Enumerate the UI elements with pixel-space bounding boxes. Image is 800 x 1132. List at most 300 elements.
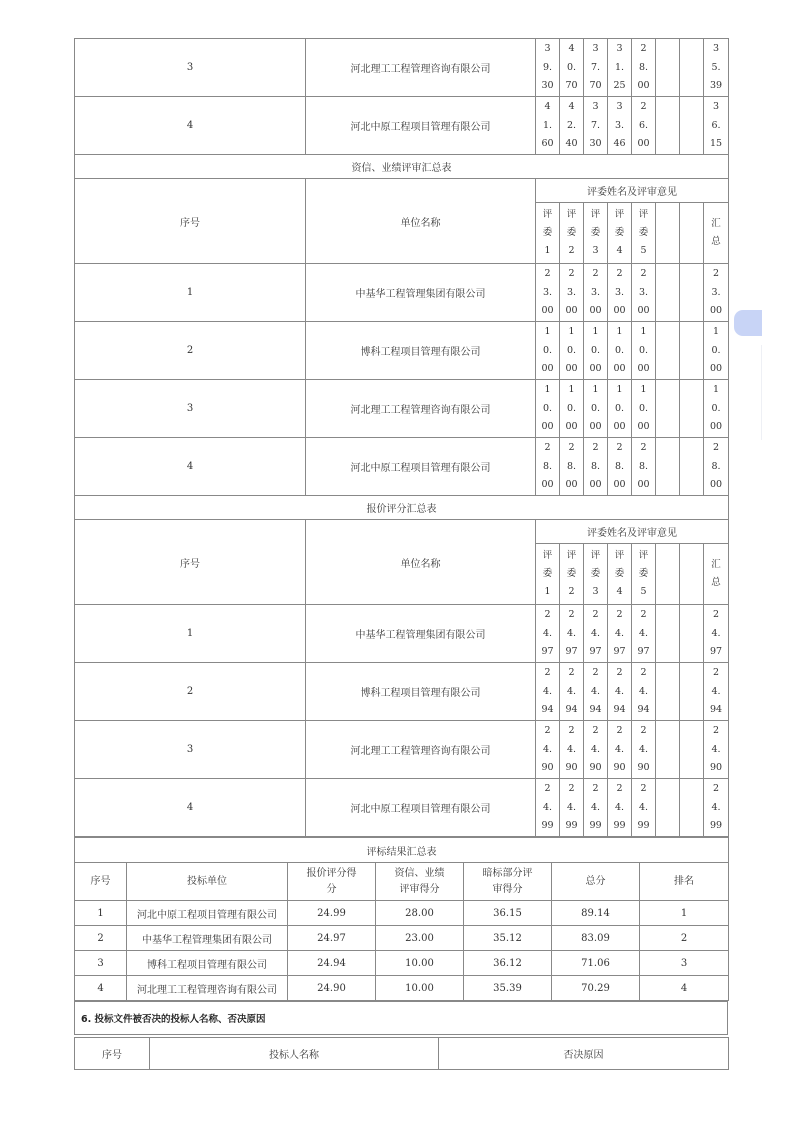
cell-text: 3. [614,286,625,298]
rejected-bidders-table [74,1037,729,1070]
header-judges-group: 评委姓名及评审意见 [536,520,729,544]
cell-text: 00 [589,479,602,491]
cell-text: 2 [616,667,623,679]
cell-text: 4. [614,743,625,755]
row-score [632,721,656,779]
row-score [560,438,584,496]
cell-text: 3 [616,101,623,113]
cell-text: 70 [589,80,602,92]
row-score [560,663,584,721]
cell-text: 评 [638,209,649,220]
table-row [75,264,729,322]
cell-text: 2 [568,586,575,597]
cell-text: 3 [544,43,551,55]
row-score [656,663,680,721]
header-unit-name: 单位名称 [306,179,536,264]
cell-text: 7. [590,61,601,73]
result-cell: 35.12 [464,926,552,951]
header-judge [656,544,680,605]
header-judge [584,544,608,605]
cell-text: 00 [565,305,578,317]
cell-text: 汇 [711,559,721,570]
cell-text: 总 [711,236,721,247]
cell-text: 2 [640,725,647,737]
row-score [536,97,560,155]
cell-text: 6. [711,119,721,131]
row-score [656,438,680,496]
cell-text: 1 [592,384,599,396]
row-score [680,779,704,837]
header-judge [608,544,632,605]
row-unit-name: 中基华工程管理集团有限公司 [306,264,536,322]
cell-text: 1 [544,326,551,338]
cell-text: 40 [565,138,578,150]
cell-text: 0. [590,402,601,414]
row-score [584,438,608,496]
cell-text: 0. [566,344,577,356]
cell-text: 5. [711,61,721,73]
cell-text: 90 [589,762,602,774]
cell-text: 00 [637,305,650,317]
cell-text: 3 [592,586,599,597]
cell-text: 90 [637,762,650,774]
cell-text: 2 [592,725,599,737]
table-row [75,380,729,438]
cell-text: 3 [592,245,599,256]
result-cell: 10.00 [376,976,464,1001]
cell-text: 00 [589,363,602,375]
row-seq: 4 [75,438,306,496]
result-cell: 70.29 [552,976,640,1001]
cell-text: 1. [614,61,625,73]
row-total [704,663,729,721]
cell-text: 4. [566,627,577,639]
row-score [584,721,608,779]
cell-text: 2 [640,268,647,280]
cell-text: 00 [613,363,626,375]
row-seq: 3 [75,721,306,779]
cell-text: 0. [566,61,577,73]
row-score [584,264,608,322]
cell-text: 1 [640,326,647,338]
cell-text: 2 [640,667,647,679]
row-seq: 2 [75,322,306,380]
row-score [536,264,560,322]
cell-text: 97 [565,646,578,658]
cell-text: 委 [590,227,601,238]
row-total [704,380,729,438]
result-header-cell: 暗标部分评审得分 [464,863,552,901]
row-score [584,380,608,438]
row-score [560,380,584,438]
cell-text: 0. [542,344,553,356]
cell-text: 00 [637,421,650,433]
cell-text: 4 [568,101,575,113]
result-cell: 23.00 [376,926,464,951]
cell-text: 2 [544,268,551,280]
cell-text: 4. [614,627,625,639]
row-score [560,97,584,155]
cell-text: 1 [544,245,551,256]
cell-text: 委 [638,568,649,579]
cell-text: 0. [614,344,625,356]
cell-text: 97 [613,646,626,658]
cell-text: 委 [542,568,553,579]
cell-text: 00 [541,305,554,317]
result-row [75,976,729,1001]
row-score [536,438,560,496]
cell-text: 2. [566,119,577,131]
result-cell: 71.06 [552,951,640,976]
result-header-cell: 总分 [552,863,640,901]
cell-text: 30 [541,80,554,92]
cell-text: 3. [542,286,553,298]
row-score [656,97,680,155]
cell-text: 4. [542,743,553,755]
row-score [680,39,704,97]
result-cell: 28.00 [376,901,464,926]
cell-text: 99 [541,820,554,832]
cell-text: 1 [544,384,551,396]
row-score [680,721,704,779]
cell-text: 1 [568,384,575,396]
cell-text: 4 [616,586,623,597]
cell-text: 00 [589,305,602,317]
cell-text: 00 [613,479,626,491]
cell-text: 97 [637,646,650,658]
result-cell: 35.39 [464,976,552,1001]
row-score [536,322,560,380]
cell-text: 4. [614,801,625,813]
cell-text: 2 [640,609,647,621]
row-score [656,605,680,663]
row-score [560,322,584,380]
cell-text: 2 [616,609,623,621]
cell-text: 60 [541,138,554,150]
score-tables [74,38,729,837]
row-unit-name: 中基华工程管理集团有限公司 [306,605,536,663]
cell-text: 99 [613,820,626,832]
cell-text: 3. [638,286,649,298]
cell-text: 1 [544,586,551,597]
result-cell: 10.00 [376,951,464,976]
cell-text: 2 [592,667,599,679]
row-score [632,779,656,837]
result-cell: 24.99 [288,901,376,926]
cell-text: 7. [590,119,601,131]
row-total [704,779,729,837]
result-cell: 河北中原工程项目管理有限公司 [127,901,288,926]
header-judge [632,544,656,605]
cell-text: 2 [640,101,647,113]
row-score [608,721,632,779]
cell-text: 1 [712,384,720,396]
row-score [608,605,632,663]
side-panel-tab[interactable] [734,310,762,336]
table-caption: 资信、业绩评审汇总表 [75,155,729,179]
cell-text: 2 [592,442,599,454]
header-judge [656,203,680,264]
result-cell: 3 [640,951,729,976]
row-score [632,663,656,721]
cell-text: 94 [589,704,602,716]
cell-text: 3 [592,101,599,113]
result-cell: 36.15 [464,901,552,926]
row-score [560,721,584,779]
cell-text: 90 [613,762,626,774]
result-header-cell: 排名 [640,863,729,901]
cell-text: 委 [614,227,625,238]
row-score [656,380,680,438]
cell-text: 2 [544,725,551,737]
cell-text: 94 [565,704,578,716]
cell-text: 2 [592,783,599,795]
table-caption-row [75,496,729,520]
cell-text: 3 [712,101,720,113]
cell-text: 4. [542,627,553,639]
cell-text: 00 [541,479,554,491]
cell-text: 1 [616,384,623,396]
cell-text: 4. [711,627,721,639]
header-judge [560,203,584,264]
cell-text: 4. [542,801,553,813]
row-score [608,779,632,837]
row-unit-name: 河北理工工程管理咨询有限公司 [306,39,536,97]
row-score [560,39,584,97]
cell-text: 99 [637,820,650,832]
cell-text: 39 [709,80,723,92]
cell-text: 0. [711,402,721,414]
cell-text: 4. [638,627,649,639]
result-header-row [75,863,729,901]
header-unit-name: 单位名称 [306,520,536,605]
table-row [75,39,729,97]
result-row [75,926,729,951]
cell-text: 94 [709,704,723,716]
result-header-cell: 投标单位 [127,863,288,901]
cell-text: 2 [544,609,551,621]
cell-text: 00 [589,421,602,433]
row-score [632,605,656,663]
row-seq: 1 [75,605,306,663]
cell-text: 4. [590,801,601,813]
header-total [704,544,729,605]
cell-text: 3. [590,286,601,298]
cell-text: 90 [709,762,723,774]
row-unit-name: 河北中原工程项目管理有限公司 [306,438,536,496]
cell-text: 70 [565,80,578,92]
header-total [704,203,729,264]
row-score [632,322,656,380]
cell-text: 4. [566,743,577,755]
cell-text: 委 [566,568,577,579]
cell-text: 4. [711,743,721,755]
result-cell: 1 [75,901,127,926]
header-judges-group: 评委姓名及评审意见 [536,179,729,203]
document-page [74,38,728,1070]
row-total [704,721,729,779]
cell-text: 4. [711,685,721,697]
header-judge [536,544,560,605]
table-row [75,779,729,837]
result-cell: 河北理工工程管理咨询有限公司 [127,976,288,1001]
result-cell: 24.97 [288,926,376,951]
row-score [608,663,632,721]
cell-text: 6. [638,119,649,131]
row-score [680,663,704,721]
cell-text: 94 [613,704,626,716]
cell-text: 4 [616,245,623,256]
row-score [608,380,632,438]
result-cell: 89.14 [552,901,640,926]
cell-text: 0. [638,402,649,414]
cell-text: 1 [568,326,575,338]
cell-text: 2 [616,442,623,454]
row-total [704,264,729,322]
row-score [656,264,680,322]
row-total [704,39,729,97]
cell-text: 2 [568,667,575,679]
result-header-cell: 序号 [75,863,127,901]
cell-text: 15 [709,138,723,150]
result-cell: 3 [75,951,127,976]
cell-text: 00 [565,479,578,491]
result-cell: 2 [640,926,729,951]
header-reason: 否决原因 [439,1038,729,1070]
cell-text: 90 [565,762,578,774]
header-row [75,520,729,544]
cell-text: 3 [616,43,623,55]
cell-text: 2 [712,783,720,795]
cell-text: 00 [709,479,723,491]
cell-text: 9. [542,61,553,73]
header-seq: 序号 [75,179,306,264]
row-score [632,380,656,438]
cell-text: 4. [638,801,649,813]
cell-text: 00 [637,138,650,150]
header-seq: 序号 [75,520,306,605]
header-judge [536,203,560,264]
cell-text: 2 [568,245,575,256]
row-seq: 3 [75,380,306,438]
row-score [584,605,608,663]
result-cell: 83.09 [552,926,640,951]
cell-text: 4. [542,685,553,697]
cell-text: 30 [589,138,602,150]
row-seq: 4 [75,97,306,155]
row-score [584,663,608,721]
result-cell: 4 [75,976,127,1001]
row-score [608,322,632,380]
cell-text: 0. [566,402,577,414]
cell-text: 2 [616,725,623,737]
cell-text: 00 [637,363,650,375]
cell-text: 00 [613,305,626,317]
cell-text: 2 [640,442,647,454]
cell-text: 2 [640,783,647,795]
cell-text: 3. [614,119,625,131]
header-judge [680,203,704,264]
result-cell: 4 [640,976,729,1001]
cell-text: 00 [565,363,578,375]
cell-text: 00 [613,421,626,433]
cell-text: 2 [568,725,575,737]
cell-text: 4. [590,627,601,639]
row-score [584,97,608,155]
cell-text: 00 [637,479,650,491]
table-row [75,663,729,721]
row-score [608,97,632,155]
cell-text: 2 [616,268,623,280]
cell-text: 99 [709,820,723,832]
cell-text: 4. [638,743,649,755]
table-caption: 报价评分汇总表 [75,496,729,520]
cell-text: 5 [640,245,647,256]
cell-text: 0. [711,344,721,356]
cell-text: 评 [614,209,625,220]
result-cell: 2 [75,926,127,951]
side-scrollbar[interactable] [761,345,762,440]
cell-text: 00 [709,305,723,317]
cell-text: 2 [712,667,720,679]
row-score [608,39,632,97]
cell-text: 90 [541,762,554,774]
cell-text: 4. [614,685,625,697]
cell-text: 2 [712,442,720,454]
cell-text: 94 [637,704,650,716]
cell-text: 00 [709,363,723,375]
result-cell: 1 [640,901,729,926]
cell-text: 00 [541,421,554,433]
row-score [560,605,584,663]
row-unit-name: 博科工程项目管理有限公司 [306,663,536,721]
result-summary-table [74,837,729,1001]
row-total [704,322,729,380]
cell-text: 总 [711,577,721,588]
result-cell: 36.12 [464,951,552,976]
result-cell: 博科工程项目管理有限公司 [127,951,288,976]
cell-text: 评 [542,550,553,561]
row-score [608,264,632,322]
result-header-cell: 资信、业绩评审得分 [376,863,464,901]
table-row [75,605,729,663]
cell-text: 4. [711,801,721,813]
result-row [75,901,729,926]
cell-text: 2 [640,43,647,55]
cell-text: 评 [566,209,577,220]
cell-text: 2 [592,268,599,280]
result-cell: 中基华工程管理集团有限公司 [127,926,288,951]
cell-text: 4. [566,801,577,813]
row-seq: 2 [75,663,306,721]
row-unit-name: 河北理工工程管理咨询有限公司 [306,721,536,779]
header-seq: 序号 [75,1038,150,1070]
cell-text: 00 [541,363,554,375]
row-score [680,264,704,322]
cell-text: 00 [709,421,723,433]
cell-text: 委 [638,227,649,238]
cell-text: 25 [613,80,626,92]
table-row [75,97,729,155]
cell-text: 0. [590,344,601,356]
result-cell: 24.90 [288,976,376,1001]
cell-text: 0. [614,402,625,414]
row-score [680,380,704,438]
row-score [656,322,680,380]
cell-text: 2 [544,783,551,795]
cell-text: 8. [638,460,649,472]
cell-text: 2 [712,268,720,280]
